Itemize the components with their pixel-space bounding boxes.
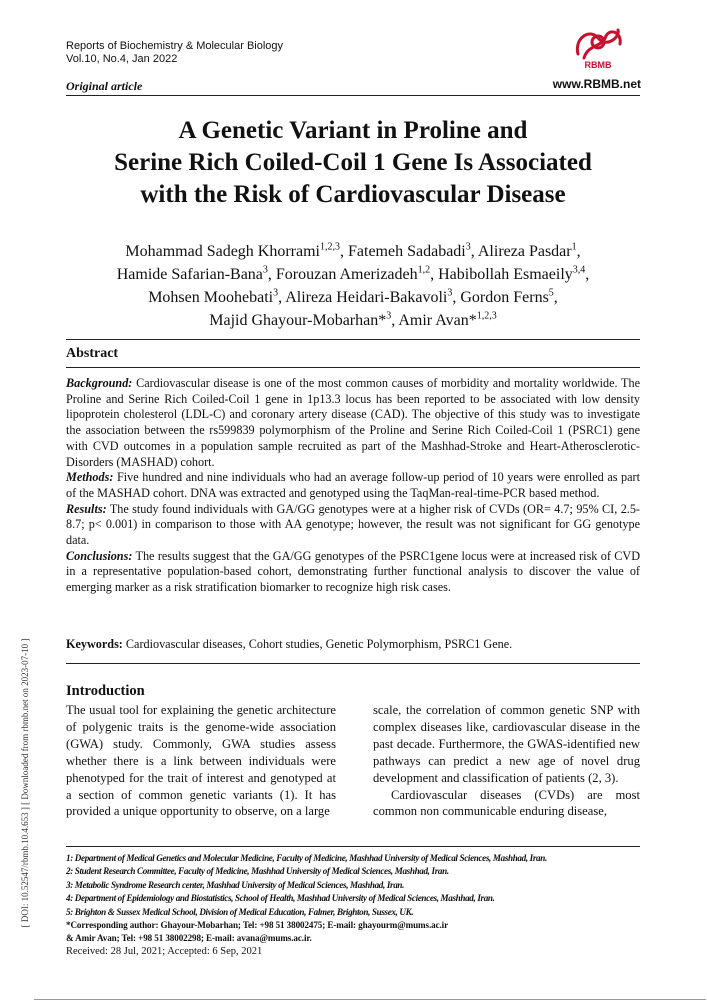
author-name: Gordon Ferns: [460, 289, 549, 306]
introduction-left-column: [66, 702, 336, 820]
affiliation-item: 2: Student Research Committee, Faculty of Medicine, Mashhad University of Medical Sciences, Mashhad, Iran.: [66, 866, 449, 877]
side-download-note: [ DOI: 10.52547/rbmb.10.4.653 ] [ Downloaded from rbmb.net on 2023-07-10 ]: [20, 638, 30, 928]
author-name: Habibollah Esmaeily: [438, 266, 573, 283]
title-line-2: Serine Rich Coiled-Coil 1 Gene Is Associated: [114, 149, 592, 176]
author-affiliation: 3: [447, 287, 453, 299]
affiliation-item: 1: Department of Medical Genetics and Molecular Medicine, Faculty of Medicine, Mashhad University of Medical Sciences, Mashhad, Iran.: [66, 853, 547, 863]
abstract-body: [66, 376, 640, 596]
keywords: Keywords: Cardiovascular diseases, Cohort studies, Genetic Polymorphism, PSRC1 Gene.: [66, 637, 513, 651]
corresponding-author: *Corresponding author: Ghayour-Mobarhan; Tel: +98 51 38002475; E-mail: ghayourm@mums.ac.ir: [66, 920, 449, 931]
author-name: Alireza Pasdar: [477, 243, 572, 260]
keywords-divider: [66, 663, 640, 664]
author-affiliation: 5: [548, 287, 554, 299]
corresponding-author: & Amir Avan; Tel: +98 51 38002298; E-mail: avana@mums.ac.ir.: [66, 933, 312, 944]
introduction-paragraph: The usual tool for explaining the genetic architecture of polygenic traits is the genome-wide association (GWA) study. Commonly, GWA studies assess whether there is a link between individuals were phenotyped for the trait of interest and genotyped at a section of common genetic variants (1). It has provided a unique opportunity to observe, on a large: [66, 703, 336, 819]
footnote-divider: [66, 846, 640, 847]
abstract-top-divider: [66, 339, 640, 340]
title-line-3: with the Risk of Cardiovascular Disease: [140, 181, 566, 208]
article-title: [66, 115, 640, 211]
title-line-1: A Genetic Variant in Proline and: [178, 117, 528, 144]
journal-name: Reports of Biochemistry & Molecular Biology: [66, 40, 284, 52]
author-name: Alireza Heidari-Bakavoli: [285, 289, 448, 306]
abstract-background: Background: Cardiovascular disease is one of the most common causes of morbidity and mortality worldwide. The Proline and Serine Rich Coiled-Coil 1 gene in 1p13.3 locus has been reported to be associated with low density lipoprotein cholesterol (LDL-C) and coronary artery disease (CAD). The objective of this study was to investigate the association between the rs599839 polymorphism of the Proline and Serine Rich Coiled-Coil 1 (PSRC1) gene with CVD outcomes in a population sample recruited as part of the Mashhad-Stroke and Heart-Atherosclerotic-Disorders (MASHAD) cohort.: [66, 376, 640, 469]
affiliation-item: 5: Brighton & Sussex Medical School, Division of Medical Education, Falmer, Brighton, Sussex, UK.: [66, 906, 414, 917]
abstract-methods: Methods: Five hundred and nine individuals who had an average follow-up period of 10 years were enrolled as part of the MASHAD cohort. DNA was extracted and genotyped using the TaqMan-real-time-PCR based method.: [66, 470, 640, 500]
author-line-3: Mohsen Moohebati$^3$, Alireza Heidari-Bakavoli$^3$, Gordon Ferns$^5$,: [148, 287, 558, 306]
author-affiliation: 3: [465, 241, 471, 253]
author-name: Mohsen Moohebati: [148, 289, 274, 306]
author-line-4: Majid Ghayour-Mobarhan*$^3$, Amir Avan*$^{1,2,3}$: [209, 310, 497, 329]
author-affiliation: 3: [273, 287, 279, 299]
introduction-heading: Introduction: [66, 683, 145, 699]
author-affiliation: 1,2,3: [320, 241, 340, 253]
article-type: Original article: [66, 79, 143, 93]
author-affiliation: 1,2,3: [476, 310, 497, 322]
author-affiliation: 3: [262, 264, 268, 276]
abstract-heading: Abstract: [66, 346, 119, 361]
author-name: Hamide Safarian-Bana: [116, 266, 263, 283]
author-name: Mohammad Sadegh Khorrami: [125, 243, 320, 260]
author-line-2: Hamide Safarian-Bana$^3$, Forouzan Amerizadeh$^{1,2}$, Habibollah Esmaeily$^{3,4}$,: [116, 264, 590, 283]
logo-text: RBMB: [584, 60, 612, 70]
introduction-paragraph: scale, the correlation of common genetic SNP with complex diseases like, cardiovascular disease in the past decade. Furthermore, the GWAS-identified new pathways can predict a new age of novel drug development and classification of patients (2, 3).: [373, 703, 640, 785]
abstract-results: Results: The study found individuals with GA/GG genotypes were at a higher risk of CVDs (OR= 4.7; 95% CI, 2.5-8.7; p< 0.001) in comparison to those with AA genotype; however, the result was not significant for GG genotype data.: [66, 501, 640, 548]
author-list: [66, 240, 640, 332]
introduction-right-column: [373, 702, 640, 820]
affiliation-item: 3: Metabolic Syndrome Research center, Mashhad University of Medical Sciences, Mashhad, Iran.: [66, 879, 405, 890]
journal-issue: Vol.10, No.4, Jan 2022: [66, 53, 178, 65]
abstract-heading-divider: [66, 367, 640, 368]
author-name: Amir Avan*: [398, 312, 477, 329]
author-name: Majid Ghayour-Mobarhan*: [209, 312, 387, 329]
received-dates: Received: 28 Jul, 2021; Accepted: 6 Sep, 2021: [66, 946, 263, 957]
author-line-1: Mohammad Sadegh Khorrami$^{1,2,3}$, Fatemeh Sadabadi$^3$, Alireza Pasdar$^1$,: [125, 241, 581, 260]
rbmb-logo-icon: [568, 24, 628, 70]
author-affiliation: 3,4: [572, 264, 586, 276]
introduction-paragraph: Cardiovascular diseases (CVDs) are most common non communicable enduring disease,: [373, 787, 640, 819]
author-name: Forouzan Amerizadeh: [275, 266, 418, 283]
author-name: Fatemeh Sadabadi: [348, 243, 466, 260]
affiliations: [66, 852, 640, 946]
website-link[interactable]: www.RBMB.net: [552, 77, 641, 91]
author-affiliation: 1,2: [417, 264, 431, 276]
author-affiliation: 1: [571, 241, 577, 253]
header-divider: [66, 95, 640, 96]
author-affiliation: 3: [386, 310, 392, 322]
abstract-conclusions: Conclusions: The results suggest that the GA/GG genotypes of the PSRC1gene locus were at increased risk of CVD in a representative population-based cohort, demonstrating further functional analysis to discover the value of emerging marker as a risk stratification biomarker to recognize high risk cases.: [66, 548, 640, 595]
affiliation-item: 4: Department of Epidemiology and Biostatistics, School of Health, Mashhad University of Medical Sciences, Mashhad, Iran.: [66, 893, 495, 904]
